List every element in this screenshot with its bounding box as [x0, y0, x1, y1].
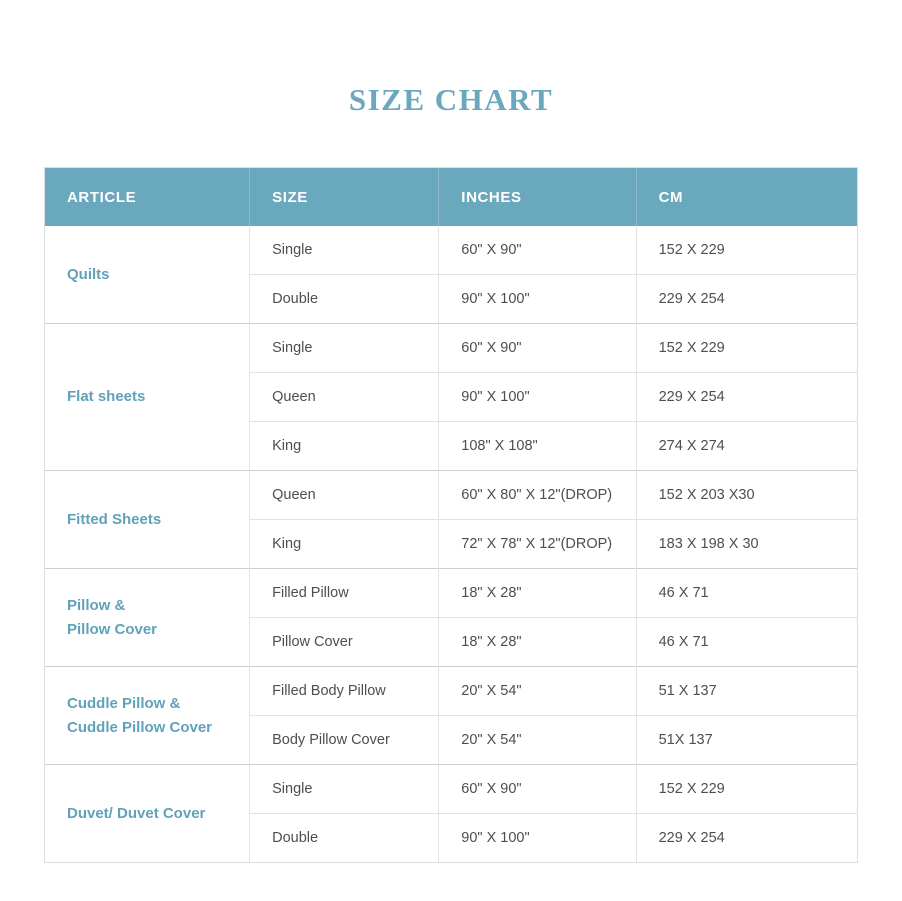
article-label: Flat sheets [67, 388, 146, 406]
table-header [45, 168, 857, 226]
table-row [45, 569, 857, 618]
inches-cell: 90" X 100" [439, 814, 636, 863]
table-row [45, 667, 857, 716]
column-header-article: ARTICLE [45, 168, 250, 226]
inches-cell: 108" X 108" [439, 422, 636, 471]
table-row [45, 324, 857, 373]
cm-cell: 152 X 203 X30 [636, 471, 857, 520]
article-cell [45, 667, 250, 765]
inches-cell: 60" X 90" [439, 226, 636, 275]
size-chart-table-container [44, 167, 858, 863]
cm-cell: 229 X 254 [636, 373, 857, 422]
article-cell [45, 471, 250, 569]
article-label: Duvet/ Duvet Cover [67, 804, 206, 822]
article-cell [45, 569, 250, 667]
page-title: SIZE CHART [348, 82, 554, 117]
inches-cell: 60" X 80" X 12"(DROP) [439, 471, 636, 520]
article-label: Cuddle Pillow & [67, 695, 181, 713]
size-cell: Filled Pillow [250, 569, 439, 618]
article-label: Cuddle Pillow Cover [67, 718, 213, 736]
article-label: Fitted Sheets [67, 510, 162, 528]
column-header-cm: CM [636, 168, 857, 226]
size-cell: Single [250, 226, 439, 275]
cm-cell: 46 X 71 [636, 569, 857, 618]
size-cell: King [250, 520, 439, 569]
table-row [45, 765, 857, 814]
table-body [45, 226, 857, 862]
size-cell: Queen [250, 373, 439, 422]
table-row [45, 471, 857, 520]
article-label: Quilts [67, 265, 110, 283]
cm-cell: 152 X 229 [636, 324, 857, 373]
size-chart-table [45, 168, 857, 862]
inches-cell: 20" X 54" [439, 667, 636, 716]
cm-cell: 229 X 254 [636, 814, 857, 863]
size-cell: Queen [250, 471, 439, 520]
size-cell: Filled Body Pillow [250, 667, 439, 716]
article-label: Pillow Cover [67, 620, 158, 638]
inches-cell: 90" X 100" [439, 275, 636, 324]
size-cell: Pillow Cover [250, 618, 439, 667]
inches-cell: 72" X 78" X 12"(DROP) [439, 520, 636, 569]
article-cell [45, 324, 250, 471]
table-row [45, 226, 857, 275]
size-cell: Single [250, 765, 439, 814]
size-cell: Body Pillow Cover [250, 716, 439, 765]
column-header-size: SIZE [250, 168, 439, 226]
inches-cell: 60" X 90" [439, 765, 636, 814]
cm-cell: 229 X 254 [636, 275, 857, 324]
cm-cell: 51 X 137 [636, 667, 857, 716]
cm-cell: 46 X 71 [636, 618, 857, 667]
size-cell: King [250, 422, 439, 471]
cm-cell: 152 X 229 [636, 765, 857, 814]
cm-cell: 183 X 198 X 30 [636, 520, 857, 569]
inches-cell: 18" X 28" [439, 569, 636, 618]
cm-cell: 51X 137 [636, 716, 857, 765]
article-cell [45, 765, 250, 863]
cm-cell: 274 X 274 [636, 422, 857, 471]
article-label: Pillow & [67, 597, 126, 615]
size-cell: Single [250, 324, 439, 373]
table-header-row [45, 168, 857, 226]
article-cell [45, 226, 250, 324]
inches-cell: 18" X 28" [439, 618, 636, 667]
inches-cell: 20" X 54" [439, 716, 636, 765]
inches-cell: 60" X 90" [439, 324, 636, 373]
column-header-inches: INCHES [439, 168, 636, 226]
size-cell: Double [250, 275, 439, 324]
inches-cell: 90" X 100" [439, 373, 636, 422]
size-cell: Double [250, 814, 439, 863]
cm-cell: 152 X 229 [636, 226, 857, 275]
